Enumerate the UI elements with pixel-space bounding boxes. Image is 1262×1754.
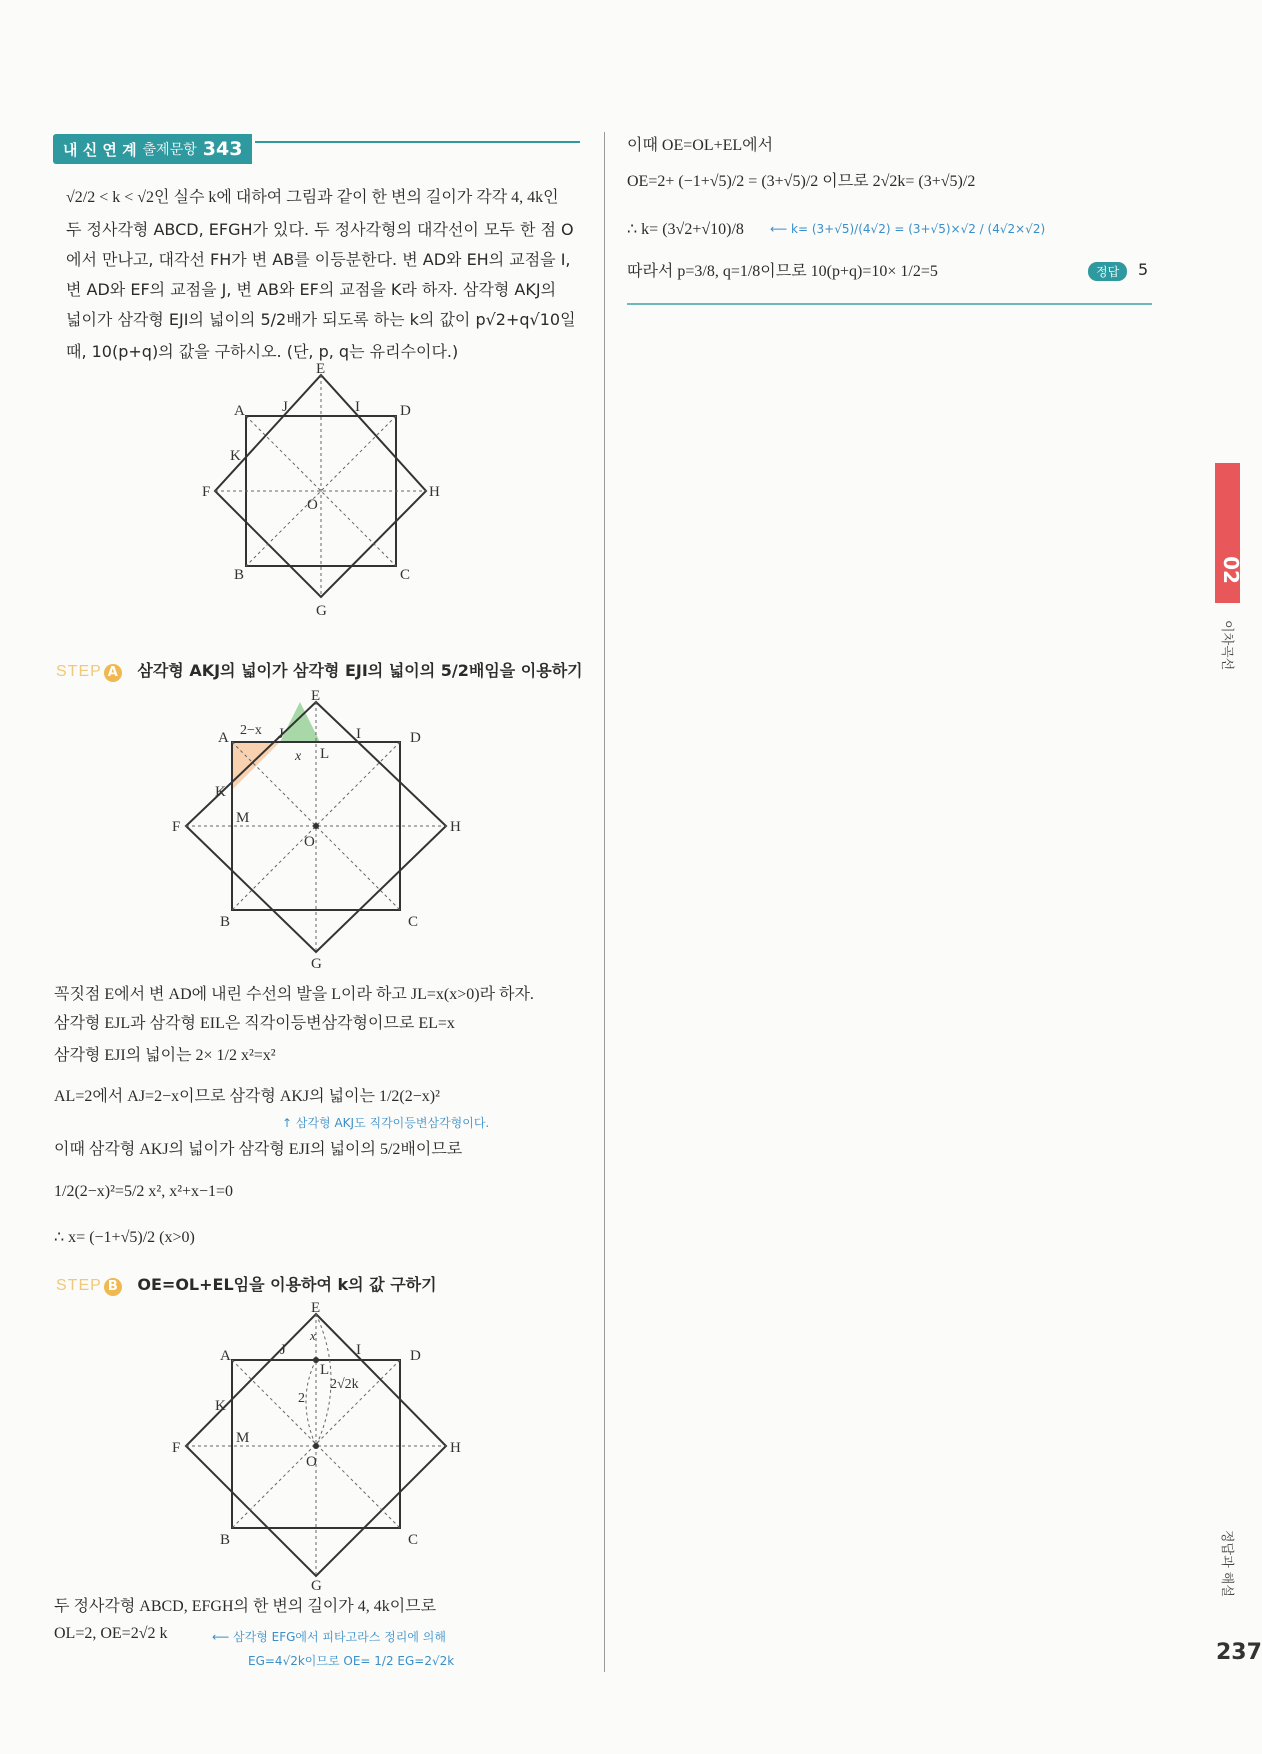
problem-line-6: 때, 10(p+q)의 값을 구하시오. (단, p, q는 유리수이다.) [66,342,459,361]
arrow-left-icon: ⟵ [770,222,792,236]
label-e: E [316,361,326,377]
step-b-note-2: EG=4√2k이므로 OE= 1/2 EG=2√2k [248,1654,455,1668]
label-j-3: J [280,1342,286,1358]
label-rad: 2√2k [330,1377,359,1392]
answer-value: 5 [1138,260,1149,279]
answer-rule [627,303,1152,305]
figure-2 [170,690,470,970]
step-a-heading: STEP A 삼각형 AKJ의 넓이가 삼각형 EJI의 넓이의 5/2배임을 이용하기 [56,661,583,680]
problem-line-2: 두 정사각형 ABCD, EFGH가 있다. 두 정사각형의 대각선이 모두 한 점 O [66,220,574,239]
label-l-2: L [320,746,330,762]
label-j-2: J [278,726,284,742]
label-f-3: F [172,1440,181,1456]
label-c: C [400,567,411,583]
label-o-3: O [306,1454,317,1470]
right-note: ⟵ k= (3+√5)/(4√2) = (3+√5)×√2 / (4√2×√2) [770,222,1046,236]
figure-3 [170,1300,470,1594]
right-line-2: OE=2+ (−1+√5)/2 = (3+√5)/2 이므로 2√2k= (3+√5)/2 [627,173,976,190]
label-d: D [400,403,411,419]
label-h-3: H [450,1440,461,1456]
label-f: F [202,484,211,500]
step-b-heading: STEP B OE=OL+EL임을 이용하여 k의 값 구하기 [56,1275,437,1294]
label-a-3: A [220,1348,231,1364]
step-a-line-6: 1/2(2−x)²=5/2 x², x²+x−1=0 [54,1183,234,1200]
label-g: G [316,603,327,619]
problem-line-3: 에서 만나고, 대각선 FH가 변 AB를 이등분한다. 변 AD와 EH의 교점을 I, [66,250,571,269]
step-a-line-2: 삼각형 EJL과 삼각형 EIL은 직각이등변삼각형이므로 EL=x [54,1015,455,1032]
label-l-3: L [320,1362,330,1378]
banner-rule [255,141,580,143]
label-d-3: D [410,1348,421,1364]
label-a-2: A [218,730,229,746]
problem-banner [53,134,252,164]
label-m-2: M [236,810,250,826]
step-b-title: OE=OL+EL임을 이용하여 k의 값 구하기 [137,1275,437,1294]
chapter-tab-number: 02 [1218,556,1243,584]
chapter-title: 이차곡선 [1219,620,1234,671]
step-a-note: ↑ 삼각형 AKJ도 직각이등변삼각형이다. [282,1116,490,1130]
label-ex: x [310,1328,316,1343]
label-a: A [234,403,245,419]
step-a-title: 삼각형 AKJ의 넓이가 삼각형 EJI의 넓이의 5/2배임을 이용하기 [137,661,583,680]
label-b: B [234,567,245,583]
label-d-2: D [410,730,421,746]
figure-1 [190,361,460,620]
label-j: J [282,399,288,415]
banner-label: 출제문항 [142,142,197,158]
label-jl: x [295,749,302,764]
step-a-line-4: AL=2에서 AJ=2−x이므로 삼각형 AKJ의 넓이는 1/2(2−x)² [54,1088,440,1105]
label-c-3: C [408,1532,419,1548]
column-divider [604,132,605,1672]
label-i: I [355,399,360,415]
step-a-line-1: 꼭짓점 E에서 변 AD에 내린 수선의 발을 L이라 하고 JL=x(x>0)라 하자. [54,986,534,1003]
problem-line-5: 넓이가 삼각형 EJI의 넓이의 5/2배가 되도록 하는 k의 값이 p√2+q√10일 [66,310,576,329]
banner-number: 343 [202,138,243,160]
label-g-2: G [311,956,322,972]
label-e-2: E [311,688,321,704]
answer-badge: 정답 [1088,262,1127,281]
step-b-line-1: 두 정사각형 ABCD, EFGH의 한 변의 길이가 4, 4k이므로 [54,1598,437,1615]
label-k: K [230,448,241,464]
step-a-line-3: 삼각형 EJI의 넓이는 2× 1/2 x²=x² [54,1047,276,1064]
arrow-left-icon: ⟵ [212,1630,234,1644]
label-h-2: H [450,819,461,835]
label-i-2: I [356,726,361,742]
label-k-3: K [215,1398,226,1414]
label-f-2: F [172,819,181,835]
step-a-line-7: ∴ x= (−1+√5)/2 (x>0) [54,1229,195,1246]
label-i-3: I [356,1342,361,1358]
label-g-3: G [311,1578,322,1594]
problem-line-4: 변 AD와 EF의 교점을 J, 변 AB와 EF의 교점을 K라 하자. 삼각형 AKJ의 [66,280,557,299]
label-o-2: O [304,834,315,850]
step-b-note-1: ⟵ 삼각형 EFG에서 피타고라스 정리에 의해 [212,1630,446,1644]
step-a-line-5: 이때 삼각형 AKJ의 넓이가 삼각형 EJI의 넓이의 5/2배이므로 [54,1141,463,1158]
label-e-3: E [311,1300,321,1316]
label-two: 2 [298,1391,305,1406]
label-c-2: C [408,914,419,930]
right-line-3: ∴ k= (3√2+√10)/8 [627,221,744,238]
step-b-line-2: OL=2, OE=2√2 k [54,1625,168,1642]
label-b-2: B [220,914,231,930]
label-aj: 2−x [240,723,262,738]
label-m-3: M [236,1430,250,1446]
banner-box [53,134,252,164]
problem-line-1: √2/2 < k < √2인 실수 k에 대하여 그림과 같이 한 변의 길이가 각각 4, 4k인 [66,189,559,206]
label-k-2: K [215,784,226,800]
label-b-3: B [220,1532,231,1548]
banner-section: 내 신 연 계 [63,140,137,159]
page-number: 237 [1216,1640,1262,1665]
section-title: 정답과 해설 [1219,1530,1234,1597]
label-h: H [429,484,440,500]
right-line-4: 따라서 p=3/8, q=1/8이므로 10(p+q)=10× 1/2=5 [627,263,938,280]
label-o: O [307,497,318,513]
arrow-up-icon: ↑ [282,1116,296,1130]
chapter-tab [1215,463,1243,603]
right-line-1: 이때 OE=OL+EL에서 [627,137,774,154]
